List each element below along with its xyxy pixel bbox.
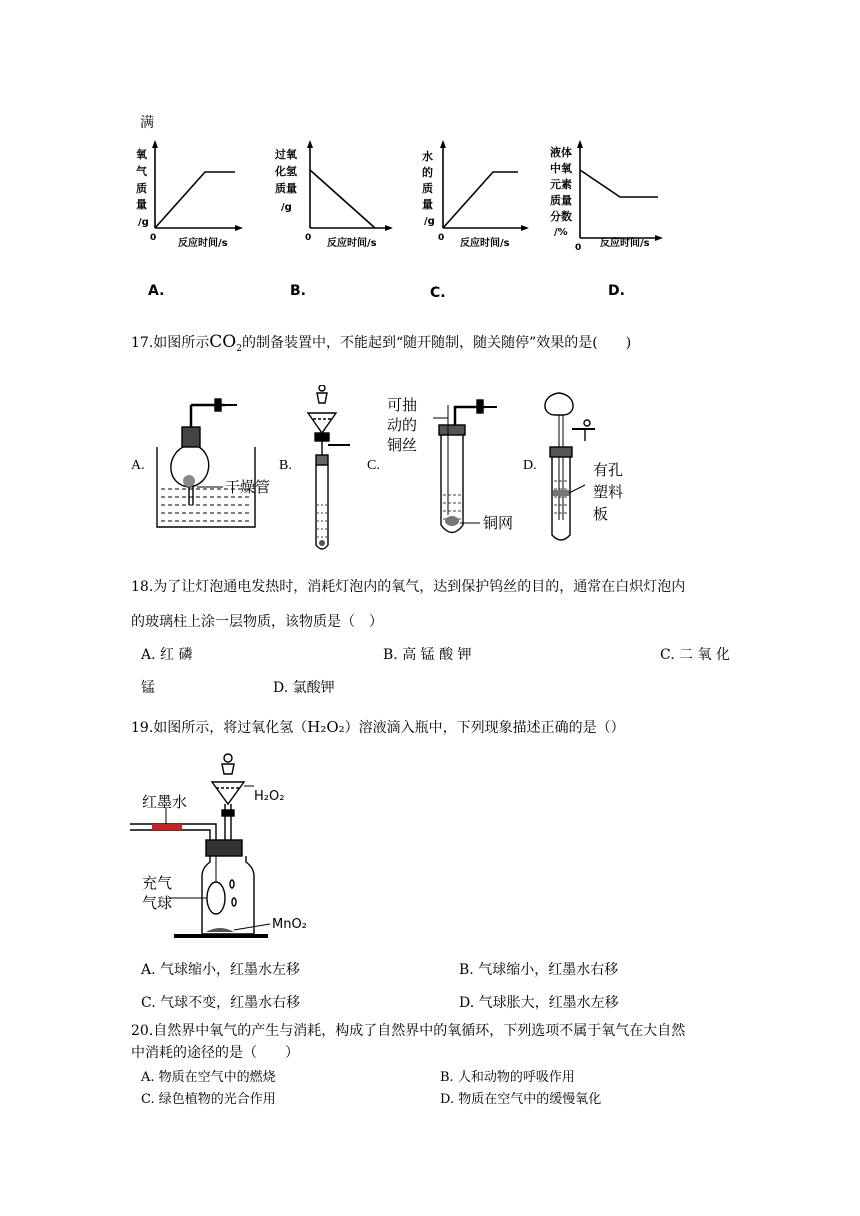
q19-mno2-label: MnO₂	[272, 917, 307, 932]
apparatus-d-plate-label-0: 有孔	[593, 461, 624, 479]
q17-apparatus	[145, 385, 655, 555]
graph-a-ylabel-0: 氧	[136, 148, 147, 161]
graph-d-option: D.	[608, 283, 625, 299]
graph-b	[274, 140, 393, 249]
apparatus-d	[545, 393, 595, 540]
graph-a-ylabel-2: 质	[136, 182, 147, 195]
graph-d-curve	[580, 170, 658, 197]
q19-option-d: D. 气球胀大，红墨水左移	[459, 995, 619, 1011]
q19-formula: H₂O₂	[307, 718, 345, 736]
graph-d-ylabel-0: 液体	[550, 146, 572, 159]
graph-d-ylabel-3: 质量	[550, 194, 572, 207]
graph-d	[550, 140, 663, 253]
q19-balloon-label-1: 气球	[142, 894, 173, 912]
apparatus-c	[433, 400, 497, 533]
q19-prefix: 19.如图所示，将过氧化氢（	[131, 720, 308, 736]
graph-a-origin: 0	[150, 233, 157, 243]
q17-option-c: C.	[367, 458, 380, 473]
graph-a-option: A.	[148, 283, 165, 299]
q17-prefix: 17.如图所示	[131, 335, 210, 351]
graph-c-option: C.	[430, 285, 446, 301]
graph-a	[136, 140, 243, 249]
apparatus-c-wire-label-2: 铜丝	[387, 436, 418, 454]
q16-graphs	[130, 140, 690, 310]
graph-c-ylabel-1: 的	[422, 166, 433, 179]
q20-line1: 20.自然界中氧气的产生与消耗，构成了自然界中的氧循环，下列选项不属于氧气在大自然	[131, 1023, 686, 1039]
q17-co2-sub: 2	[236, 344, 242, 354]
q20-option-a: A. 物质在空气中的燃烧	[141, 1070, 276, 1085]
graph-b-origin: 0	[305, 233, 312, 243]
graph-d-ylabel-5: /%	[554, 227, 568, 238]
red-ink	[152, 824, 182, 830]
graph-b-ylabel-0: 过氧	[275, 148, 297, 161]
q18-option-b: B. 高 锰 酸 钾	[383, 647, 472, 663]
q17-co2	[209, 332, 242, 352]
graph-a-curve	[155, 172, 235, 228]
q18-option-a: A. 红 磷	[141, 647, 193, 663]
q19-ink-label: 红墨水	[142, 793, 188, 811]
q17-option-a: A.	[131, 458, 145, 473]
q20-option-b: B. 人和动物的呼吸作用	[440, 1070, 575, 1085]
apparatus-a-label: 干燥管	[225, 478, 271, 496]
q18-line2: 的玻璃柱上涂一层物质，该物质是（ ）	[131, 614, 383, 630]
graph-a-ylabel-3: 量	[136, 198, 147, 211]
graph-c-ylabel-4: /g	[424, 216, 435, 227]
apparatus-a	[157, 399, 255, 527]
graph-b-xlabel: 反应时间/s	[327, 238, 377, 249]
q20-option-c: C. 绿色植物的光合作用	[141, 1092, 276, 1107]
q17-co2-main: CO	[209, 332, 237, 352]
apparatus-b	[308, 385, 350, 549]
graph-a-xaxis-arrow	[235, 225, 243, 231]
q19-option-b: B. 气球缩小，红墨水右移	[459, 962, 619, 978]
graph-d-origin: 0	[575, 243, 582, 253]
q19-apparatus-svg	[130, 752, 330, 942]
q19-h2o2-label: H₂O₂	[254, 789, 285, 804]
q19-balloon-label-0: 充气	[142, 874, 173, 892]
q18-line1: 18.为了让灯泡通电发热时，消耗灯泡内的氧气，达到保护钨丝的目的，通常在白炽灯泡内	[131, 579, 686, 595]
graph-b-ylabel-2: 质量	[275, 182, 297, 195]
graph-b-ylabel-1: 化氢	[275, 165, 297, 178]
graph-c-curve	[443, 172, 518, 228]
graph-b-curve	[310, 170, 375, 228]
graph-c	[422, 140, 529, 249]
graph-b-option: B.	[290, 283, 306, 299]
q17-option-b: B.	[279, 458, 292, 473]
q18-option-d: D. 氯酸钾	[273, 680, 335, 696]
q17-stem	[131, 332, 631, 352]
q16-graphs-svg	[130, 140, 690, 310]
q18-option-c: C. 二 氧 化	[660, 647, 731, 663]
graph-c-ylabel-0: 水	[422, 150, 433, 163]
graph-c-ylabel-3: 量	[422, 198, 433, 211]
graph-a-ylabel-1: 气	[136, 165, 147, 178]
q17-apparatus-svg	[145, 385, 655, 555]
q17-option-d: D.	[523, 458, 537, 473]
q20-line2: 中消耗的途径的是（ ）	[131, 1045, 299, 1061]
graph-a-xlabel: 反应时间/s	[178, 238, 228, 249]
apparatus-c-mesh-label: 铜网	[483, 514, 514, 532]
q19-option-c: C. 气球不变，红墨水右移	[141, 995, 301, 1011]
graph-d-xlabel: 反应时间/s	[600, 238, 650, 249]
apparatus-c-wire-label-1: 动的	[387, 416, 418, 434]
apparatus-d-plate-label-1: 塑料	[593, 483, 624, 501]
q18-option-c-cont: 锰	[141, 680, 155, 696]
q16-fragment: 满	[140, 115, 154, 131]
graph-b-ylabel-3: /g	[281, 202, 292, 213]
graph-d-ylabel-1: 中氧	[550, 162, 572, 175]
q19-option-a: A. 气球缩小，红墨水左移	[141, 962, 301, 978]
graph-c-origin: 0	[438, 233, 445, 243]
q20-option-d: D. 物质在空气中的缓慢氧化	[440, 1092, 602, 1107]
apparatus-d-plate-label-2: 板	[593, 505, 609, 523]
q19-stem	[131, 717, 625, 737]
graph-a-yaxis-arrow	[152, 140, 158, 148]
apparatus-c-wire-label-0: 可抽	[387, 396, 418, 414]
graph-c-ylabel-2: 质	[422, 182, 433, 195]
q17-suffix: 的制备装置中，不能起到“随开随制，随关随停”效果的是( )	[241, 335, 632, 351]
graph-c-xlabel: 反应时间/s	[460, 238, 510, 249]
q19-apparatus	[130, 752, 330, 942]
q19-suffix: ）溶液滴入瓶中，下列现象描述正确的是（）	[344, 720, 625, 736]
graph-d-ylabel-4: 分数	[550, 210, 572, 223]
graph-a-ylabel-4: /g	[138, 217, 149, 228]
graph-d-ylabel-2: 元素	[550, 178, 572, 191]
